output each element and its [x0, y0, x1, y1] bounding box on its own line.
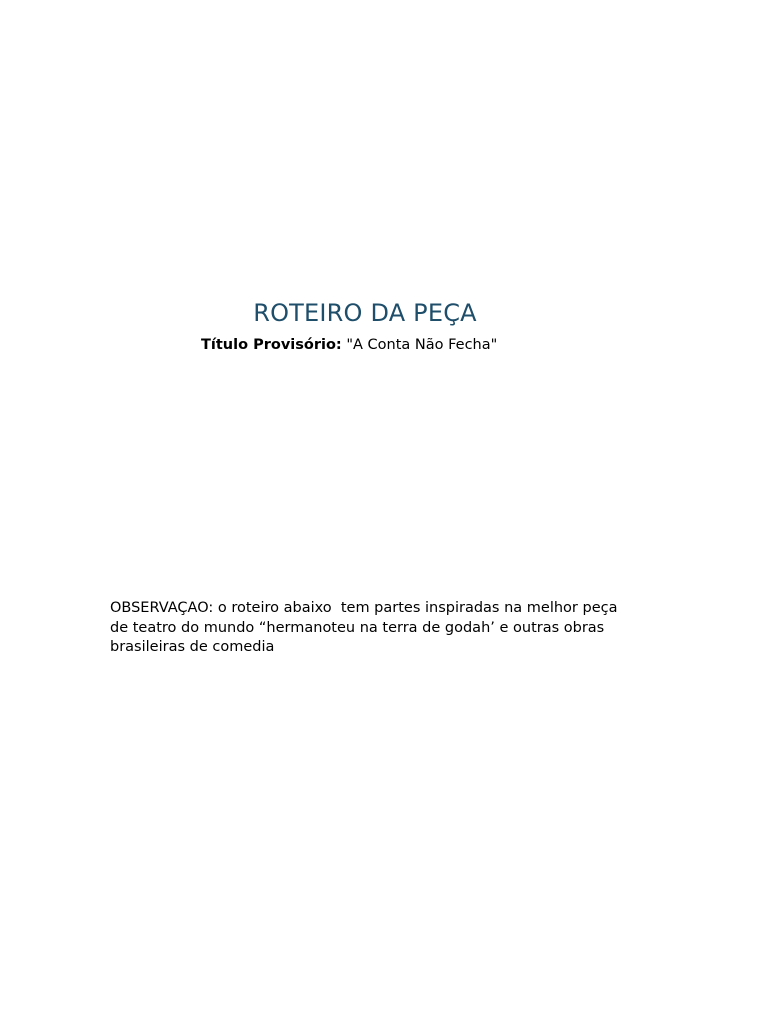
- observation-line-2: de teatro do mundo “hermanoteu na terra de godah’ e outras obras: [110, 619, 605, 636]
- page-title: ROTEIRO DA PEÇA: [253, 299, 477, 327]
- provisional-title-value: "A Conta Não Fecha": [341, 337, 498, 353]
- provisional-title-label: Título Provisório:: [201, 337, 342, 353]
- provisional-title-line: [201, 335, 497, 355]
- observation-line-1: OBSERVAÇAO: o roteiro abaixo tem partes inspiradas na melhor peça: [110, 600, 618, 616]
- observation-paragraph: [110, 599, 670, 658]
- observation-line-3: brasileiras de comedia: [110, 639, 275, 656]
